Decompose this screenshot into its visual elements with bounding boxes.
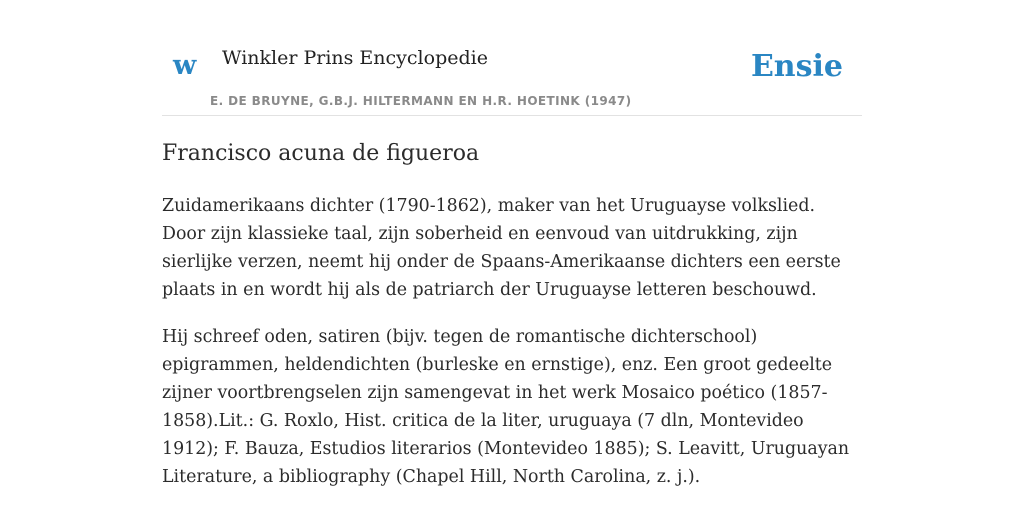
- winkler-prins-logo-icon[interactable]: w: [173, 50, 197, 81]
- ensie-brand-logo[interactable]: Ensie: [750, 49, 843, 84]
- encyclopedia-card: [162, 0, 862, 487]
- article-paragraph-1: Zuidamerikaans dichter (1790-1862), maker van het Uruguayse volkslied. Door zijn klassieke taal, zijn soberheid en eenvoud van uitdrukking, zijn sierlijke verzen, neemt hij onder de Spaans-Amerikaanse dichters een eerste plaats in en wordt hij als de patriarch der Uruguayse letteren beschouwd.: [162, 196, 841, 300]
- source-title[interactable]: Winkler Prins Encyclopedie: [222, 47, 488, 69]
- source-authors: E. DE BRUYNE, G.B.J. HILTERMANN EN H.R. HOETINK (1947): [210, 94, 632, 108]
- source-header: [162, 0, 862, 116]
- article-paragraph-2: Hij schreef oden, satiren (bijv. tegen de romantische dichterschool) epigrammen, heldendichten (burleske en ernstige), enz. Een groot gedeelte zijner voortbrengselen zijn samengevat in het werk Mosaico poético (1857-1858).Lit.: G. Roxlo, Hist. critica de la liter, uruguaya (7 dln, Montevideo 1912); F. Bauza, Estudios literarios (Montevideo 1885); S. Leavitt, Uruguayan Literature, a bibliography (Chapel Hill, North Carolina, z. j.).: [162, 327, 850, 487]
- article-title: Francisco acuna de figueroa: [162, 141, 480, 166]
